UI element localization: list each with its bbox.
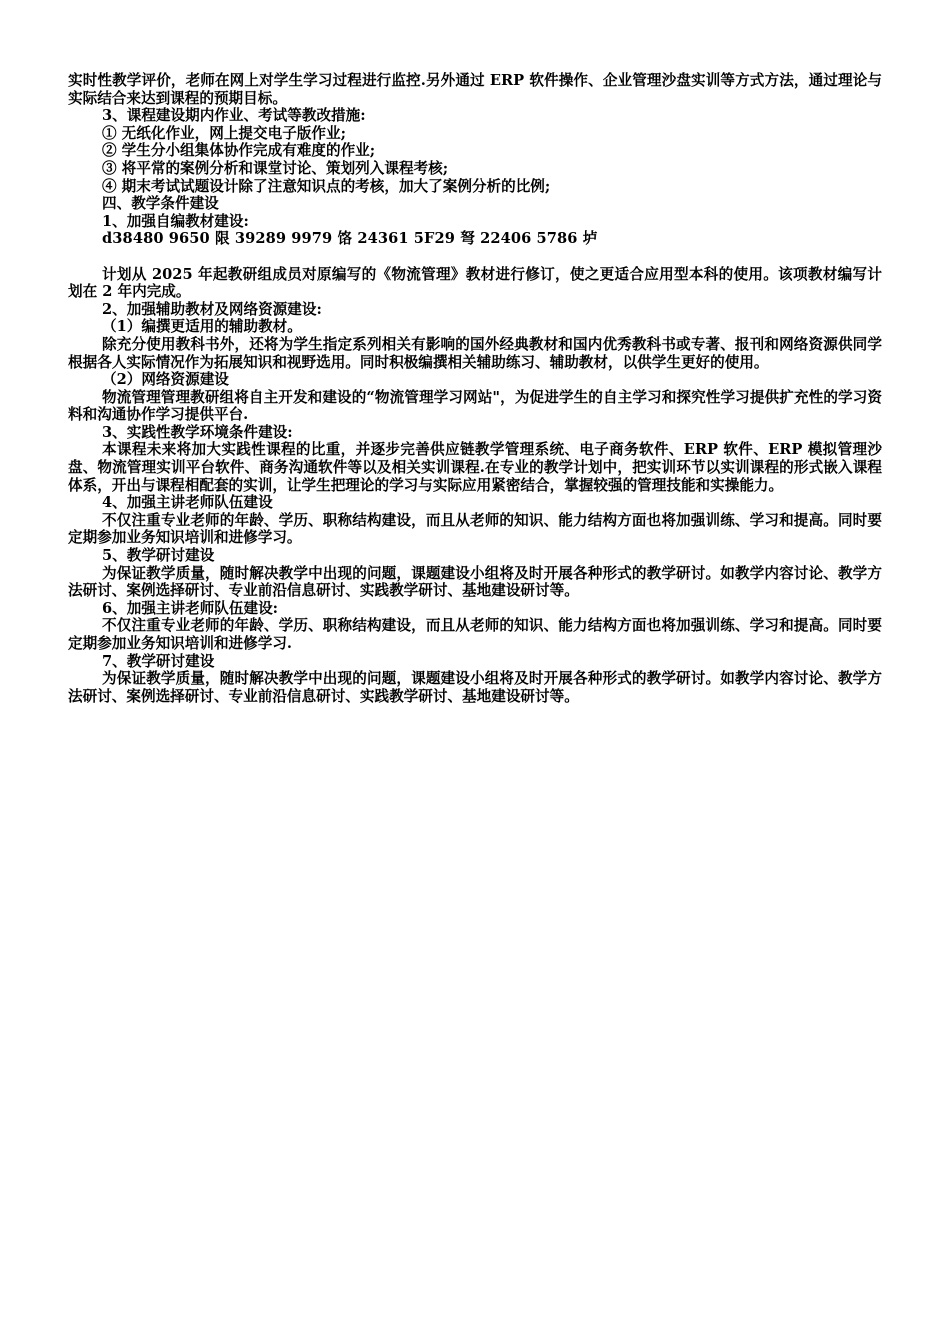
list-item-1: ① 无纸化作业，网上提交电子版作业; [102,124,346,142]
teachers-paragraph: 不仅注重专业老师的年龄、学历、职称结构建设，而且从老师的知识、能力结构方面也将加强训练、学习和提高。同时要定期参加业务知识培训和进修学习。 [68,511,882,547]
blank-line [68,248,882,266]
list-item-2: ② 学生分小组集体协作完成有难度的作业; [102,142,376,160]
section-4-7-heading: 7、教学研讨建设 [102,652,215,670]
section-4-5-heading: 5、教学研讨建设 [102,547,215,565]
teachers-paragraph-2: 不仅注重专业老师的年龄、学历、职称结构建设，而且从老师的知识、能力结构方面也将加强训练、学习和提高。同时要定期参加业务知识培训和进修学习. [68,617,882,652]
plan-paragraph: 计划从 2025 年起教研组成员对原编写的《物流管理》教材进行修订，使之更适合应用型本科的使用。该项教材编写计划在 2 年内完成。 [68,265,882,301]
list-item-3: ③ 将平常的案例分析和课堂讨论、策划列入课程考核; [102,159,449,177]
intro-paragraph: 实时性教学评价，老师在网上对学生学习过程进行监控.另外通过 ERP 软件操作、企业管理沙盘实训等方式方法，通过理论与实际结合来达到课程的预期目标。 [68,72,882,107]
document-page [68,72,882,705]
aux-materials-paragraph: 除充分使用教科书外，还将为学生指定系列相关有影响的国外经典教材和国内优秀教科书或专著、报刊和网络资源供同学根据各人实际情况作为拓展知识和视野选用。同时积极编撰相关辅助练习、辅助教材，以供学生更好的使用。 [68,335,882,371]
section-4-2-2-heading: （2）网络资源建设 [102,371,229,389]
section-3-heading: 3、课程建设期内作业、考试等教改措施: [102,107,366,125]
section-4-2-heading: 2、加强辅助教材及网络资源建设: [102,300,322,318]
section-4-3-heading: 3、实践性教学环境条件建设: [102,423,293,441]
section-4-1-heading: 1、加强自编教材建设: [102,212,249,230]
section-4-6-heading: 6、加强主讲老师队伍建设: [102,599,279,617]
research-paragraph-2: 为保证教学质量，随时解决教学中出现的问题，课题建设小组将及时开展各种形式的教学研讨。如教学内容讨论、教学方法研讨、案例选择研讨、专业前沿信息研讨、实践教学研讨、基地建设研讨等。 [68,670,882,705]
garbled-code-line: d38480 9650 限 39289 9979 饹 24361 5F29 弩 22406 5786 垆 [102,230,598,248]
section-4-2-1-heading: （1）编撰更适用的辅助教材。 [102,318,302,336]
section-4-4-heading: 4、加强主讲老师队伍建设 [102,494,273,512]
list-item-4: ④ 期末考试试题设计除了注意知识点的考核，加大了案例分析的比例; [102,177,551,195]
research-paragraph: 为保证教学质量，随时解决教学中出现的问题，课题建设小组将及时开展各种形式的教学研讨。如教学内容讨论、教学方法研讨、案例选择研讨、专业前沿信息研讨、实践教学研讨、基地建设研讨等。 [68,564,882,600]
web-resources-paragraph: 物流管理管理教研组将自主开发和建设的“物流管理学习网站"，为促进学生的自主学习和探究性学习提供扩充性的学习资料和沟通协作学习提供平台. [68,388,882,424]
section-4-heading: 四、教学条件建设 [102,195,219,213]
practice-paragraph: 本课程未来将加大实践性课程的比重，并逐步完善供应链教学管理系统、电子商务软件、ERP 软件、ERP 模拟管理沙盘、物流管理实训平台软件、商务沟通软件等以及相关实训课程.在专业的教学计划中，把实训环节以实训课程的形式嵌入课程体系，开出与课程相配套的实训，让学生把理论的学习与实际应用紧密结合，掌握较强的管理技能和实操能力。 [68,441,882,494]
